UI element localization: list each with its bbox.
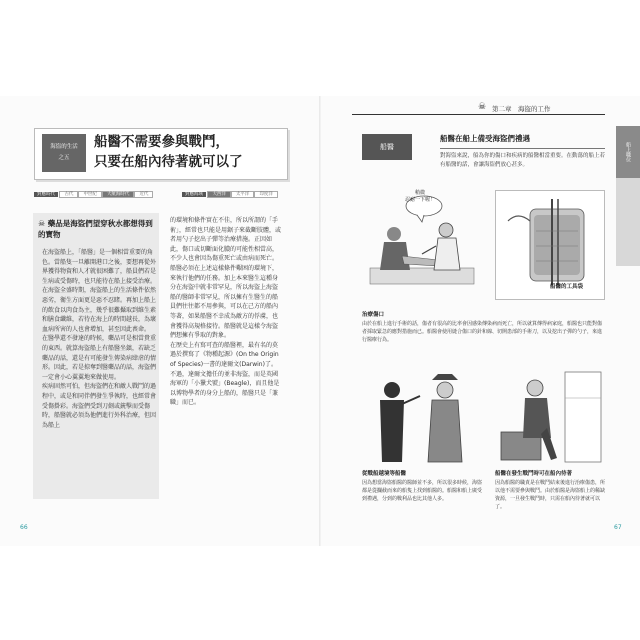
region-indian: 印度洋 [254, 191, 278, 198]
side-tab: 船上職位 [616, 126, 640, 178]
era-age-of-sail: 大航海時代 [102, 191, 135, 198]
region-row [182, 190, 278, 200]
era-row [34, 190, 153, 200]
treat-wound-caption: 治療傷口 [362, 312, 385, 318]
era-medieval: 中世紀 [78, 191, 102, 198]
right-heading: 船醫在船上備受海盜們禮遇 [440, 134, 530, 143]
doctor-waiting-drawing [495, 368, 605, 464]
doctor-waiting-illustration [495, 368, 605, 464]
skull-icon: ☠ [38, 219, 46, 228]
title-line-1: 船醫不需要參與戰鬥， [94, 134, 229, 150]
era-label: 對應時代 [34, 192, 58, 197]
region-pacific: 太平洋 [231, 191, 255, 198]
captured-doctor-illustration [362, 368, 482, 464]
tool-bag-caption: 船醫的工具袋 [550, 284, 584, 290]
tool-bag-illustration [495, 190, 605, 300]
section-heading [38, 218, 158, 240]
era-modern: 近代 [134, 191, 153, 198]
body-column-1: 在海盜船上，「船醫」是一個相當重要的角色。當船隻一旦離開港口之後，要想再從外界獲得物資和人才就很困難了，船員們若是生病或受傷時，也只能待在船上接受治療。在海盜全盛時期，海盜船上的生活條件依然惡劣，衛生方面更是惡不忍睹。再加上船上的飲食以肉食為主，幾乎很難攝取到維生素和膳食纖維，若待在海上的時間越長，為壞血病所害的人也會增加，甚至因此喪命。 在醫學還不發達的時候，藥品可是相當貴重的東西。就算海盜船上有船醫坐鎮，若缺乏藥品的話，還是有可能發生傳染病肆虐的情形。因此，若是掠奪到醫藥品的話，海盜們一定會小心翼翼地來做使用。 疾病固然可怕，但海盜們在和敵人戰鬥的過程中，或是和同伴們發生爭執時，也經常會受傷掛彩。海盜們受到刀劍或銃擊而受傷時，船醫就必須為他們進行外科治療，但因為船上 [42, 249, 156, 429]
book-gutter [319, 96, 321, 546]
body-column-2: 的環境和條件實在不佳，所以所謂的「手術」，經常也只能是用鋸子來截斷肢體，或者用勺子挖出子彈等治療措施。正因如此，傷口或切斷面化膿的可能性相當高，不少人也會因為傷重死亡或由病而死亡。 船醫必須在上述這樣條件艱困的環境下，來執行他們的任務。加上本來醫生這種身分在海盜中就非常罕見，所以海盜上海盜船的醫師非常罕見，所以擁有生醫生的船員們往往都不用參與，可以在己方的船內等著，如果船醫不幸成為敵方的俘虜，也會獲得高規格接待。船醫就是這樣令海盜們想擁有爭取的對象。 在歷史上有寫可查的船醫裡，最有名的莫過於撰寫了《物種起源》(On the Origin of Species)一書的達爾文(Darwin)了。不過，達爾文擔任的並非海盜，而是英國海軍的「小獵犬號」(Beagle)，而且他是以博物學者的身分上船的，船醫只是「兼職」而已。 [170, 217, 282, 407]
title-line-2: 只要在船內待著就可以了 [94, 154, 243, 170]
region-atlantic: 大西洋 [207, 191, 231, 198]
page-number-left: 66 [20, 524, 28, 531]
stay-inside-caption: 船醫在發生戰鬥時可在船內待著 [495, 471, 573, 477]
chapter-rule [352, 114, 605, 115]
speech-bubble: 稍微 忍耐一下喔！ [404, 190, 435, 203]
section-heading-text: 藥品是海盜們望穿秋水都想得到的寶物 [38, 219, 153, 239]
title-tag [42, 134, 86, 172]
capture-doctor-text: 因為想當海盜船醫的醫師並不多，所以很多時候，海盜都是從攔截而來的船隻上找到船醫的。船醫和船上廣受到禮遇，分到的戰利品也比其他人多。 [362, 480, 483, 502]
capture-doctor-caption: 從戰船越境等船醫 [362, 471, 407, 477]
page-title [94, 132, 284, 172]
right-heading-rule [440, 148, 605, 149]
era-ancient: 古代 [59, 191, 78, 198]
right-intro: 對海盜來說，船為你的傷口和疾病的船醫相當重要。在動蕩的船上若有船醫的話，會讓海盜們放心甚多。 [440, 153, 606, 168]
role-card: 船醫 [362, 134, 412, 160]
treat-wound-text: 由於在船上進行手術的話，傷者有很高的比率會因感染傳染病而死亡，所以就算傳得病家庭，船醫也只能對傷者採取緊急的應對措施而已。船醫會使用縫合傷口的針和線、切開患部的手術刀，以及挖出子彈的勺子，來進行醫療行為。 [362, 321, 603, 343]
stay-inside-text: 因為船醫的職責是在戰鬥結束後進行治療傷患，所以他不需要參與戰鬥。由於船醫是海盜船上的稀缺資源，一旦發生戰鬥時，只需在船內待著就可以了。 [495, 480, 606, 510]
pirate-emblem-icon: ☠ [478, 102, 487, 112]
side-tab-lower [616, 178, 640, 266]
page-number-right: 67 [614, 524, 622, 531]
captured-doctor-drawing [362, 368, 482, 464]
region-label: 對應海域 [182, 192, 206, 197]
chapter-header: 第二章 海盜的工作 [492, 105, 551, 113]
title-tag-text: 海盜的生活 之五 [50, 144, 78, 161]
